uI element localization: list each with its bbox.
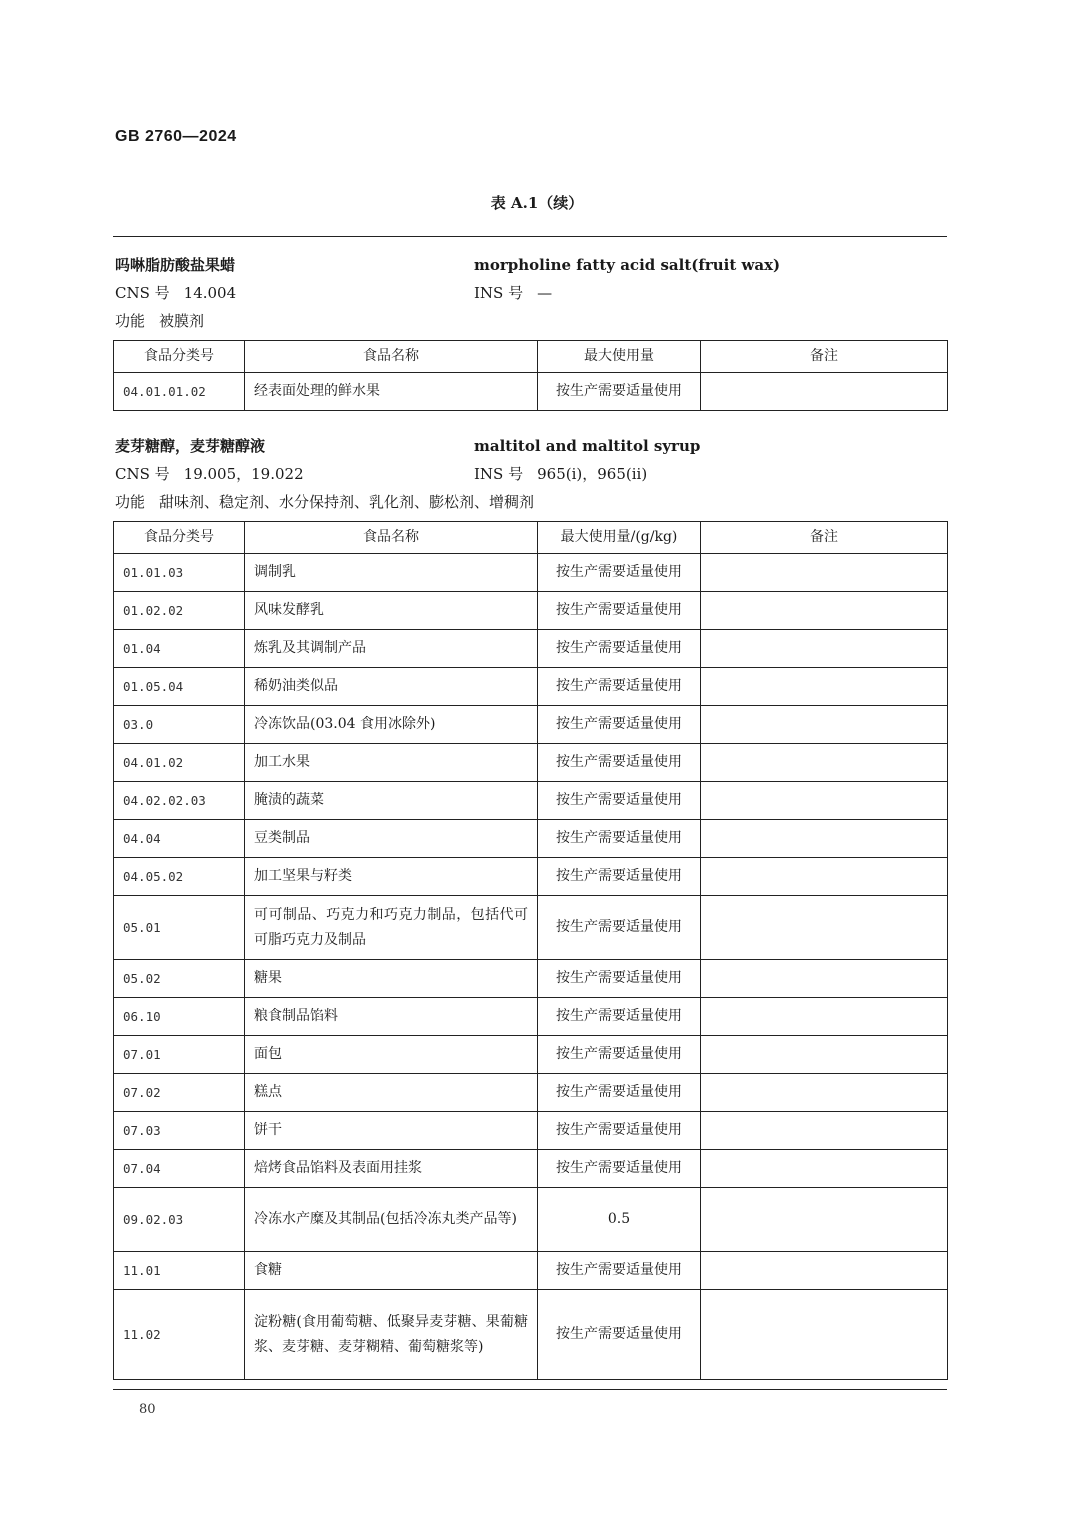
additive-2-function-value: 甜味剂、稳定剂、水分保持剂、乳化剂、膨松剂、增稠剂 bbox=[159, 493, 535, 511]
food-name-cell: 糕点 bbox=[245, 1074, 538, 1112]
category-cell: 01.05.04 bbox=[114, 668, 245, 706]
max-amount-cell: 按生产需要适量使用 bbox=[538, 630, 701, 668]
table-row bbox=[114, 554, 948, 592]
remarks-cell bbox=[701, 1150, 948, 1188]
category-cell: 11.01 bbox=[114, 1252, 245, 1290]
additive-2-ins-label: INS 号 bbox=[474, 465, 524, 483]
remarks-cell bbox=[701, 1290, 948, 1380]
remarks-cell bbox=[701, 896, 948, 960]
additive-2-info bbox=[115, 432, 947, 516]
category-cell: 04.02.02.03 bbox=[114, 782, 245, 820]
max-amount-cell: 按生产需要适量使用 bbox=[538, 744, 701, 782]
additive-1-table bbox=[113, 340, 948, 411]
additive-1-function-label: 功能 bbox=[115, 312, 146, 330]
food-name-cell: 淀粉糖(食用葡萄糖、低聚异麦芽糖、果葡糖浆、麦芽糖、麦芽糊精、葡萄糖浆等) bbox=[245, 1290, 538, 1380]
food-name-cell: 调制乳 bbox=[245, 554, 538, 592]
additive-1-cns-value: 14.004 bbox=[183, 284, 237, 302]
table-row bbox=[114, 858, 948, 896]
food-name-cell: 冷冻水产糜及其制品(包括冷冻丸类产品等) bbox=[245, 1188, 538, 1252]
food-name-cell: 经表面处理的鲜水果 bbox=[245, 373, 538, 411]
table-header-row bbox=[114, 341, 948, 373]
remarks-cell bbox=[701, 1188, 948, 1252]
food-name-cell: 饼干 bbox=[245, 1112, 538, 1150]
table-row bbox=[114, 1036, 948, 1074]
table-row bbox=[114, 373, 948, 411]
table-header-row bbox=[114, 522, 948, 554]
table-row bbox=[114, 960, 948, 998]
table-row bbox=[114, 630, 948, 668]
max-amount-cell: 0.5 bbox=[538, 1188, 701, 1252]
category-cell: 07.04 bbox=[114, 1150, 245, 1188]
additive-2-cns-label: CNS 号 bbox=[115, 465, 170, 483]
page-number: 80 bbox=[139, 1402, 156, 1417]
category-cell: 07.02 bbox=[114, 1074, 245, 1112]
remarks-cell bbox=[701, 820, 948, 858]
category-cell: 09.02.03 bbox=[114, 1188, 245, 1252]
max-amount-cell: 按生产需要适量使用 bbox=[538, 373, 701, 411]
additive-2-function-label: 功能 bbox=[115, 493, 146, 511]
max-amount-cell: 按生产需要适量使用 bbox=[538, 858, 701, 896]
remarks-cell bbox=[701, 1074, 948, 1112]
table-row bbox=[114, 1188, 948, 1252]
remarks-cell bbox=[701, 706, 948, 744]
remarks-cell bbox=[701, 668, 948, 706]
remarks-cell bbox=[701, 782, 948, 820]
remarks-cell bbox=[701, 554, 948, 592]
col-header-remarks: 备注 bbox=[701, 341, 948, 373]
remarks-cell bbox=[701, 998, 948, 1036]
category-cell: 11.02 bbox=[114, 1290, 245, 1380]
food-name-cell: 面包 bbox=[245, 1036, 538, 1074]
food-name-cell: 粮食制品馅料 bbox=[245, 998, 538, 1036]
category-cell: 04.01.02 bbox=[114, 744, 245, 782]
remarks-cell bbox=[701, 630, 948, 668]
max-amount-cell: 按生产需要适量使用 bbox=[538, 554, 701, 592]
footer-rule bbox=[113, 1389, 947, 1390]
max-amount-cell: 按生产需要适量使用 bbox=[538, 1150, 701, 1188]
remarks-cell bbox=[701, 373, 948, 411]
top-rule bbox=[113, 236, 947, 237]
food-name-cell: 可可制品、巧克力和巧克力制品，包括代可可脂巧克力及制品 bbox=[245, 896, 538, 960]
max-amount-cell: 按生产需要适量使用 bbox=[538, 820, 701, 858]
table-row bbox=[114, 592, 948, 630]
additive-1-function-value: 被膜剂 bbox=[159, 312, 205, 330]
food-name-cell: 腌渍的蔬菜 bbox=[245, 782, 538, 820]
remarks-cell bbox=[701, 592, 948, 630]
additive-1-ins-value: — bbox=[537, 284, 553, 302]
remarks-cell bbox=[701, 1112, 948, 1150]
table-row bbox=[114, 744, 948, 782]
max-amount-cell: 按生产需要适量使用 bbox=[538, 592, 701, 630]
col-header-name: 食品名称 bbox=[245, 341, 538, 373]
max-amount-cell: 按生产需要适量使用 bbox=[538, 1074, 701, 1112]
table-row bbox=[114, 668, 948, 706]
remarks-cell bbox=[701, 960, 948, 998]
category-cell: 07.03 bbox=[114, 1112, 245, 1150]
additive-2-name-en: maltitol and maltitol syrup bbox=[474, 437, 701, 455]
table-row bbox=[114, 820, 948, 858]
max-amount-cell: 按生产需要适量使用 bbox=[538, 1036, 701, 1074]
max-amount-cell: 按生产需要适量使用 bbox=[538, 1290, 701, 1380]
food-name-cell: 糖果 bbox=[245, 960, 538, 998]
remarks-cell bbox=[701, 1252, 948, 1290]
food-name-cell: 炼乳及其调制产品 bbox=[245, 630, 538, 668]
category-cell: 06.10 bbox=[114, 998, 245, 1036]
table-row bbox=[114, 1290, 948, 1380]
col-header-category: 食品分类号 bbox=[114, 522, 245, 554]
table-row bbox=[114, 706, 948, 744]
food-name-cell: 稀奶油类似品 bbox=[245, 668, 538, 706]
additive-1-cns-label: CNS 号 bbox=[115, 284, 170, 302]
category-cell: 05.02 bbox=[114, 960, 245, 998]
max-amount-cell: 按生产需要适量使用 bbox=[538, 1112, 701, 1150]
category-cell: 07.01 bbox=[114, 1036, 245, 1074]
additive-1-info bbox=[115, 251, 947, 335]
remarks-cell bbox=[701, 1036, 948, 1074]
food-name-cell: 焙烤食品馅料及表面用挂浆 bbox=[245, 1150, 538, 1188]
max-amount-cell: 按生产需要适量使用 bbox=[538, 960, 701, 998]
food-name-cell: 食糖 bbox=[245, 1252, 538, 1290]
col-header-remarks: 备注 bbox=[701, 522, 948, 554]
additive-2-ins-value: 965(i)，965(ii) bbox=[537, 465, 648, 483]
food-name-cell: 加工水果 bbox=[245, 744, 538, 782]
additive-1-name-cn: 吗啉脂肪酸盐果蜡 bbox=[115, 256, 236, 274]
standard-code: GB 2760—2024 bbox=[115, 128, 237, 145]
additive-2-table bbox=[113, 521, 948, 1380]
table-row bbox=[114, 896, 948, 960]
col-header-category: 食品分类号 bbox=[114, 341, 245, 373]
table-row bbox=[114, 998, 948, 1036]
max-amount-cell: 按生产需要适量使用 bbox=[538, 782, 701, 820]
additive-1-ins-label: INS 号 bbox=[474, 284, 524, 302]
category-cell: 01.02.02 bbox=[114, 592, 245, 630]
category-cell: 05.01 bbox=[114, 896, 245, 960]
food-name-cell: 风味发酵乳 bbox=[245, 592, 538, 630]
col-header-max-amount: 最大使用量 bbox=[538, 341, 701, 373]
table-row bbox=[114, 1252, 948, 1290]
category-cell: 04.05.02 bbox=[114, 858, 245, 896]
max-amount-cell: 按生产需要适量使用 bbox=[538, 1252, 701, 1290]
col-header-max-amount: 最大使用量/(g/kg) bbox=[538, 522, 701, 554]
additive-2-cns-value: 19.005，19.022 bbox=[183, 465, 304, 483]
food-name-cell: 豆类制品 bbox=[245, 820, 538, 858]
table-title: 表 A.1（续） bbox=[490, 194, 584, 212]
additive-2-name-cn: 麦芽糖醇，麦芽糖醇液 bbox=[115, 437, 266, 455]
col-header-name: 食品名称 bbox=[245, 522, 538, 554]
category-cell: 01.04 bbox=[114, 630, 245, 668]
category-cell: 04.01.01.02 bbox=[114, 373, 245, 411]
category-cell: 01.01.03 bbox=[114, 554, 245, 592]
remarks-cell bbox=[701, 744, 948, 782]
max-amount-cell: 按生产需要适量使用 bbox=[538, 896, 701, 960]
category-cell: 04.04 bbox=[114, 820, 245, 858]
max-amount-cell: 按生产需要适量使用 bbox=[538, 668, 701, 706]
max-amount-cell: 按生产需要适量使用 bbox=[538, 706, 701, 744]
table-row bbox=[114, 1150, 948, 1188]
max-amount-cell: 按生产需要适量使用 bbox=[538, 998, 701, 1036]
additive-1-name-en: morpholine fatty acid salt(fruit wax) bbox=[474, 256, 781, 274]
food-name-cell: 加工坚果与籽类 bbox=[245, 858, 538, 896]
table-row bbox=[114, 782, 948, 820]
table-row bbox=[114, 1112, 948, 1150]
table-row bbox=[114, 1074, 948, 1112]
category-cell: 03.0 bbox=[114, 706, 245, 744]
remarks-cell bbox=[701, 858, 948, 896]
food-name-cell: 冷冻饮品(03.04 食用冰除外) bbox=[245, 706, 538, 744]
